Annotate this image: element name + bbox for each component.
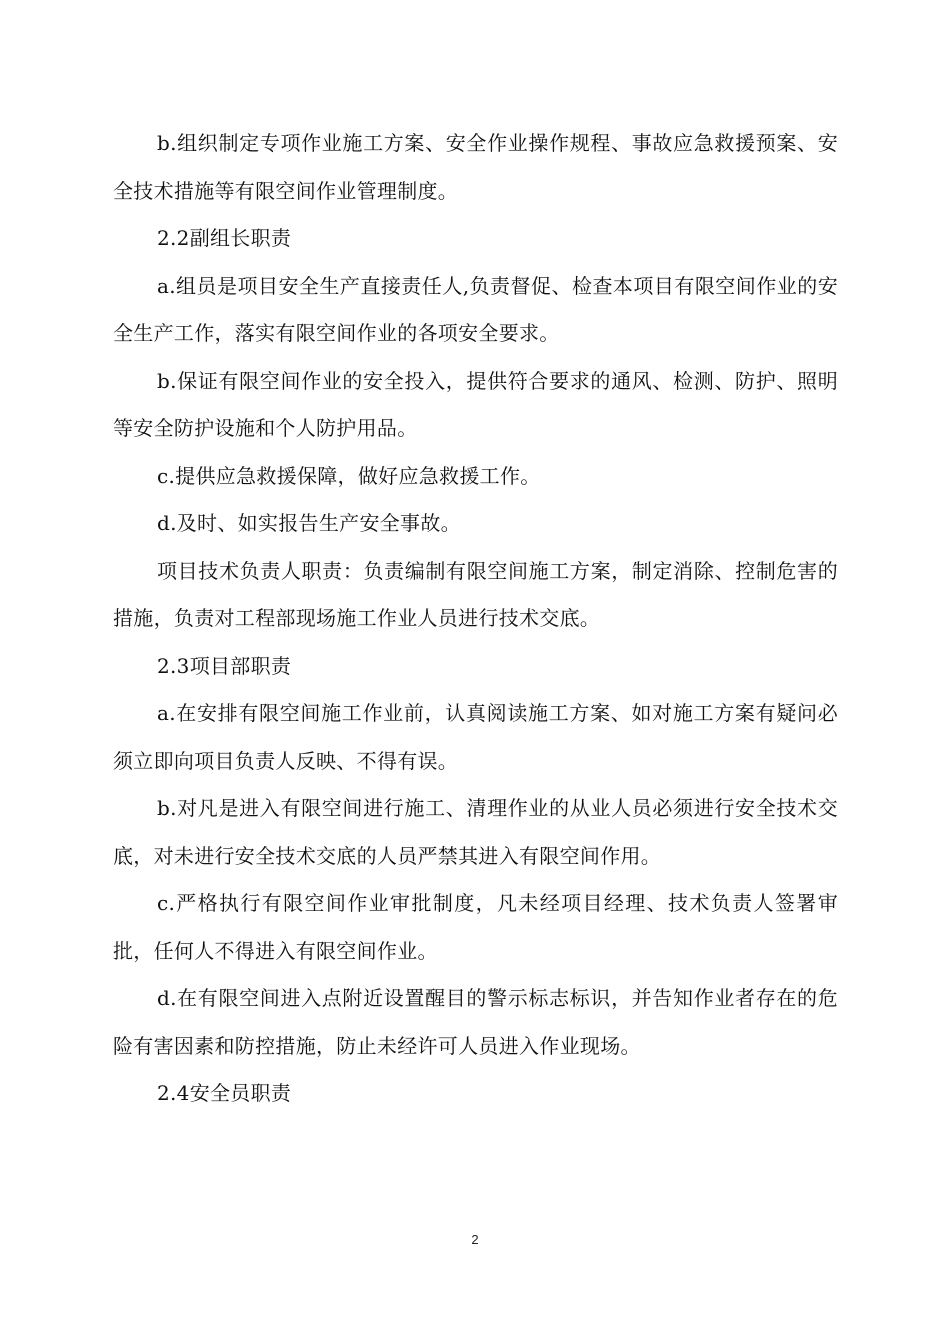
paragraph-a-read-plan: a.在安排有限空间施工作业前，认真阅读施工方案、如对施工方案有疑问必须立即向项目负责人反映、不得有误。 xyxy=(113,701,838,773)
paragraph-d-warning-signs: d.在有限空间进入点附近设置醒目的警示标志标识，并告知作业者存在的危险有害因素和防控措施，防止未经许可人员进入作业现场。 xyxy=(113,986,838,1058)
paragraph-b-safety-investment: b.保证有限空间作业的安全投入，提供符合要求的通风、检测、防护、照明等安全防护设施和个人防护用品。 xyxy=(113,368,838,440)
paragraph-c-emergency: c.提供应急救援保障，做好应急救援工作。 xyxy=(157,463,541,488)
document-body xyxy=(113,120,838,1118)
paragraph-a-team-member: a.组员是项目安全生产直接责任人,负责督促、检查本项目有限空间作业的安全生产工作，落实有限空间作业的各项安全要求。 xyxy=(113,273,838,345)
section-heading-2-2: 2.2副组长职责 xyxy=(157,226,292,250)
paragraph-b-org-plan: b.组织制定专项作业施工方案、安全作业操作规程、事故应急救援预案、安全技术措施等有限空间作业管理制度。 xyxy=(113,131,838,203)
paragraph-tech-lead: 项目技术负责人职责：负责编制有限空间施工方案，制定消除、控制危害的措施，负责对工程部现场施工作业人员进行技术交底。 xyxy=(113,558,838,630)
paragraph-b-briefing: b.对凡是进入有限空间进行施工、清理作业的从业人员必须进行安全技术交底，对未进行安全技术交底的人员严禁其进入有限空间作用。 xyxy=(113,796,838,868)
paragraph-d-report: d.及时、如实报告生产安全事故。 xyxy=(157,511,461,535)
paragraph-c-approval: c.严格执行有限空间作业审批制度，凡未经项目经理、技术负责人签署审批，任何人不得进入有限空间作业。 xyxy=(113,891,838,963)
section-heading-2-4: 2.4安全员职责 xyxy=(157,1081,292,1105)
section-heading-2-3: 2.3项目部职责 xyxy=(157,653,292,678)
page-number: 2 xyxy=(471,1232,479,1247)
